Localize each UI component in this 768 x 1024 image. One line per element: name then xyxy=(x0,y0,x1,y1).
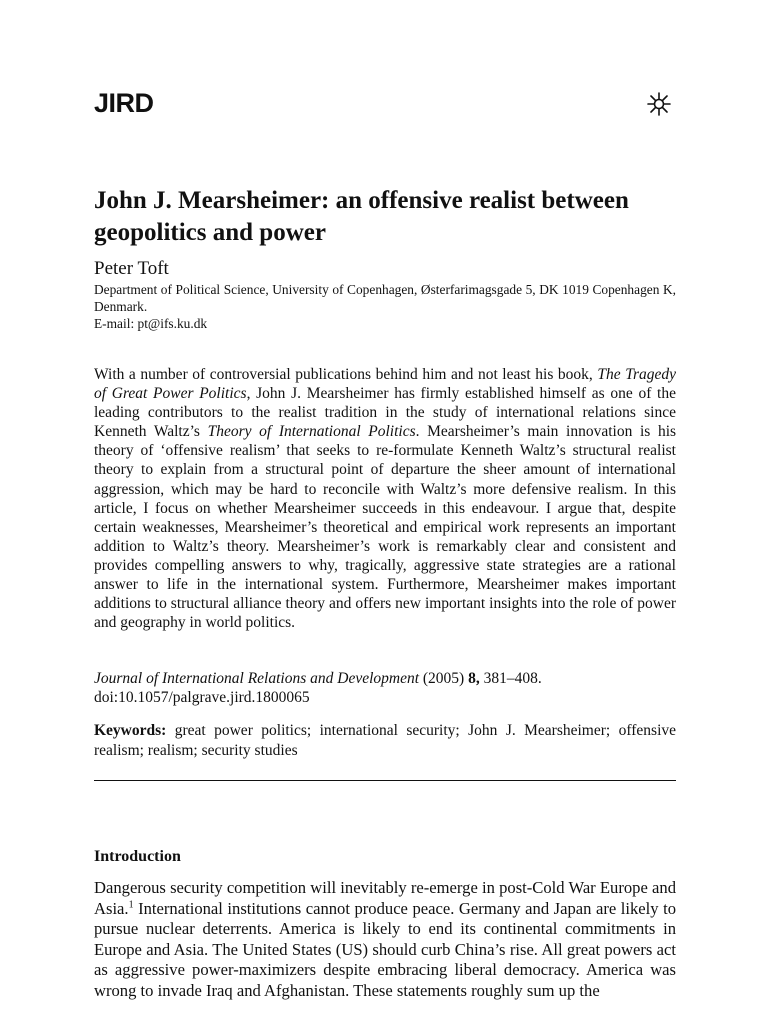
author-email: E-mail: pt@ifs.ku.dk xyxy=(94,316,208,331)
citation-year: (2005) xyxy=(422,670,465,687)
intro-text-1: Dangerous security competition will inevitably re-emerge in post-Cold War Europe and Asia. xyxy=(94,878,676,918)
abstract-text-1: With a number of controversial publications behind him and not least his book, xyxy=(94,366,593,383)
intro-text-2: International institutions cannot produce peace. Germany and Japan are likely to pursue nuclear deterrents. America is likely to end its continental commitments in Europe and Asia. The United States (US) should curb China’s rise. All great powers act as aggressive power-maximizers despite embracing liberal democracy. America was wrong to invade Iraq and Afghanistan. These statements roughly sum up the xyxy=(94,898,676,1000)
citation-line xyxy=(94,669,676,688)
author-affiliation xyxy=(94,281,676,332)
affiliation-address: Department of Political Science, University of Copenhagen, Østerfarimagsgade 5, DK 1019 Copenhagen K, Denmark. xyxy=(94,282,676,314)
journal-name: Journal of International Relations and Development xyxy=(94,670,420,687)
keywords xyxy=(94,721,676,760)
waltz-book-title: Theory of International Politics xyxy=(207,423,416,441)
citation-volume: 8, xyxy=(468,670,480,687)
author-name: Peter Toft xyxy=(94,258,169,279)
publisher-logo-icon xyxy=(646,91,672,117)
journal-logo: JIRD xyxy=(94,88,154,118)
article-title: John J. Mearsheimer: an offensive realist between geopolitics and power xyxy=(94,187,629,246)
abstract-text-3: . Mearsheimer’s main innovation is his theory of ‘offensive realism’ that seeks to re-formulate Kenneth Waltz’s structural realist theory to explain from a structural point of departure the sheer amount of international aggression, which may be hard to reconcile with Waltz’s more defensive realism. In this article, I focus on whether Mearsheimer succeeds in this endeavour. I argue that, despite certain weaknesses, Mearsheimer’s theoretical and empirical work represents an important addition to Waltz’s theory. Mearsheimer’s work is remarkably clear and consistent and provides compelling answers to why, tragically, aggressive state strategies are a rational answer to life in the international system. Furthermore, Mearsheimer makes important additions to structural alliance theory and offers new important insights into the role of power and geography in world politics. xyxy=(94,423,677,632)
abstract xyxy=(94,365,676,632)
book-title: The Tragedy of Great Power Politics xyxy=(94,366,677,403)
divider xyxy=(94,780,676,781)
section-heading-introduction: Introduction xyxy=(94,848,181,865)
abstract-paragraph xyxy=(94,365,676,632)
article-page xyxy=(94,0,676,1024)
abstract-text-2: , John J. Mearsheimer has firmly established himself as one of the leading contributors to the realist tradition in the study of international relations since Kenneth Waltz’s xyxy=(94,385,676,441)
keywords-label: Keywords: xyxy=(94,722,167,739)
footnote-marker[interactable]: 1 xyxy=(128,899,134,911)
keywords-list: great power politics; international security; John J. Mearsheimer; offensive realism; realism; security studies xyxy=(94,722,676,759)
doi: doi:10.1057/palgrave.jird.1800065 xyxy=(94,689,310,707)
introduction-paragraph xyxy=(94,878,676,1002)
introduction-body xyxy=(94,878,676,1002)
citation-pages: 381–408. xyxy=(483,670,542,687)
citation xyxy=(94,669,676,707)
